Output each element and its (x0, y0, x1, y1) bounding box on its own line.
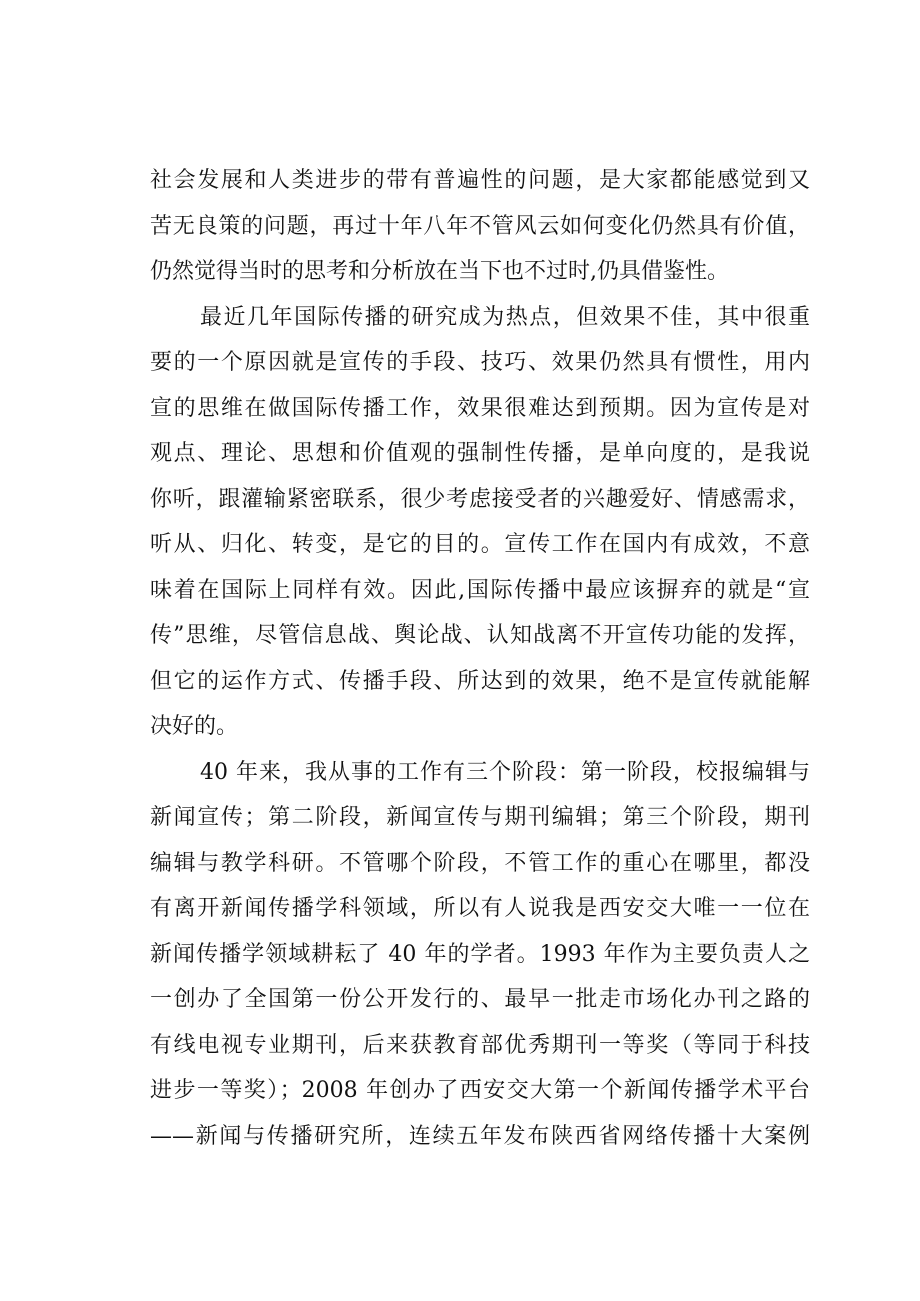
text-line: 决好的。 (150, 714, 239, 739)
text-line: 传”思维，尽管信息战、舆论战、认知战离不开宣传功能的发挥， (150, 623, 810, 648)
text-line: 一创办了全国第一份公开发行的、最早一批走市场化办刊之路的 (150, 987, 810, 1012)
text-line: 你听，跟灌输紧密联系，很少考虑接受者的兴趣爱好、情感需求， (150, 486, 810, 512)
text-line: 要的一个原因就是宣传的手段、技巧、效果仍然具有惯性，用内 (150, 350, 810, 375)
text-line: 有离开新闻传播学科领域，所以有人说我是西安交大唯一一位在 (150, 896, 810, 921)
text-line: 味着在国际上同样有效。因此,国际传播中最应该摒弃的就是“宣 (150, 577, 810, 603)
body-text (150, 158, 810, 1159)
text-line: 宣的思维在做国际传播工作，效果很难达到预期。因为宣传是对 (150, 395, 810, 421)
text-line: 新闻宣传；第二阶段，新闻宣传与期刊编辑；第三个阶段，期刊 (150, 805, 810, 830)
text-line: 但它的运作方式、传播手段、所达到的效果，绝不是宣传就能解 (150, 668, 810, 694)
text-line: 观点、理论、思想和价值观的强制性传播，是单向度的，是我说 (150, 441, 810, 466)
text-line: ——新闻与传播研究所，连续五年发布陕西省网络传播十大案例 (150, 1123, 810, 1149)
text-line: 有线电视专业期刊，后来获教育部优秀期刊一等奖（等同于科技 (150, 1032, 810, 1058)
text-line: 新闻传播学领域耕耘了 40 年的学者。1993 年作为主要负责人之 (150, 941, 810, 967)
text-line: 仍然觉得当时的思考和分析放在当下也不过时,仍具借鉴性。 (150, 259, 729, 284)
text-line: 听从、归化、转变，是它的目的。宣传工作在国内有成效，不意 (150, 532, 810, 557)
text-line: 40 年来，我从事的工作有三个阶段：第一阶段，校报编辑与 (200, 759, 810, 785)
paragraph (150, 158, 810, 295)
paragraph (150, 750, 810, 1160)
text-line: 进步一等奖）；2008 年创办了西安交大第一个新闻传播学术平台 (150, 1078, 810, 1103)
text-line: 最近几年国际传播的研究成为热点，但效果不佳，其中很重 (200, 304, 810, 330)
text-line: 苦无良策的问题，再过十年八年不管风云如何变化仍然具有价值， (150, 213, 810, 239)
paragraph (150, 295, 810, 750)
text-line: 社会发展和人类进步的带有普遍性的问题，是大家都能感觉到又 (150, 168, 810, 193)
text-line: 编辑与教学科研。不管哪个阶段，不管工作的重心在哪里，都没 (150, 850, 810, 876)
